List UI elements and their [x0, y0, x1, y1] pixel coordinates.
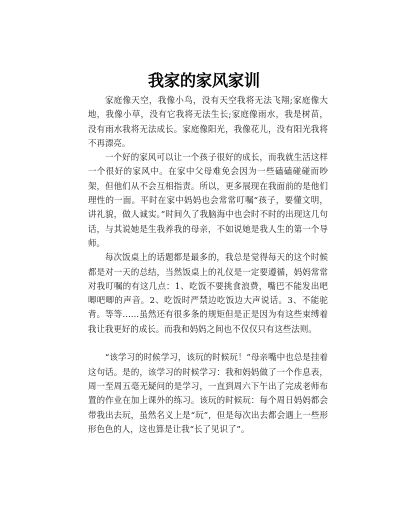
paragraph-family-style: 一个好的家风可以让一个孩子很好的成长，而我就生活这样一个很好的家风中。在家中父母难免会因为一些磕磕碰碰而吵架，但他们从不会互相指责。所以，更多展现在我面前的是他们理性的一面。平时在家中妈妈也会常常叮嘱“孩子，要懂文明，讲礼貌，做人诚实。”时间久了我脑海中也会时不时的出现这几句话，与其说她是生我养我的母亲，不如说她是我人生的第一个导师。 — [88, 152, 328, 248]
paragraph-family-metaphor: 家庭像天空，我像小鸟，没有天空我将无法飞翔;家庭像大地，我像小草，没有它我将无法生长;家庭像雨水，我是树苗，没有雨水我将无法成长。家庭像阳光，我像花儿，没有阳光我将不再漂亮。 — [88, 95, 328, 148]
paragraph-table-manners: 每次饭桌上的话题都是最多的，我总是觉得每天的这个时候都是对一天的总结，当然饭桌上的礼仪是一定要遵循，妈妈常常对我叮嘱的有这几点：1、吃饭不要挑食浪费，嘴巴不能发出吧唧吧唧的声音。2、吃饭时严禁边吃饭边大声说话。3、不能驼背。等等……虽然还有很多条的规矩但是正是因为有这些束缚着我让我更好的成长。而我和妈妈之间也不仅仅只有这些法则。 — [88, 252, 328, 334]
document-body — [88, 93, 328, 436]
document-title: 我家的家风家训 — [147, 71, 260, 90]
paragraph-study-and-play: “该学习的时候学习，该玩的时候玩！”母亲嘴中也总是挂着这句话。是的，该学习的时候学习：我和妈妈做了一个作息表，周一至周五毫无疑问的是学习，一直到周六下午出了完成老师布置的作业在加上课外的练习。该玩的时候玩：每个周日妈妈都会带我出去玩，虽然名义上是“玩”，但是每次出去都会遇上一些形形色色的人，这也算是让我“长了见识了”。 — [88, 352, 328, 434]
